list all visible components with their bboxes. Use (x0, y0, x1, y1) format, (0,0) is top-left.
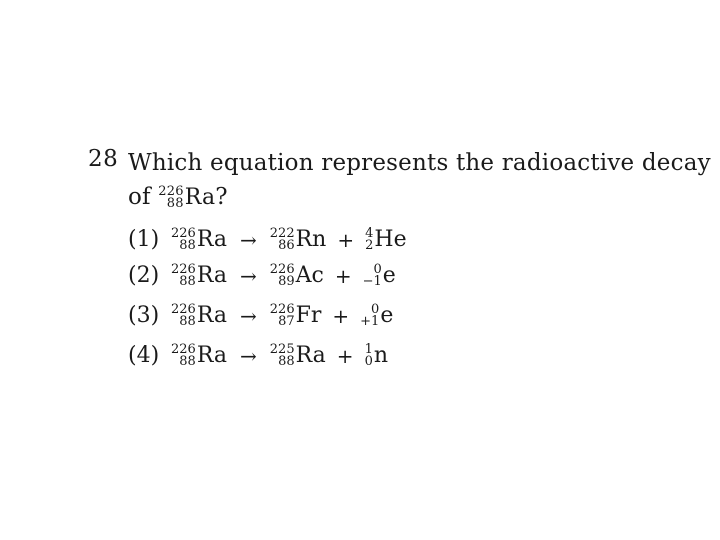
atomic-number: +1 (360, 314, 380, 329)
reactant-nuclide (171, 264, 227, 288)
reaction-arrow: → (240, 264, 257, 288)
plus-sign: + (334, 264, 352, 288)
mass-number: 226 (171, 262, 196, 277)
atomic-number: −1 (362, 274, 382, 289)
option-label: (2) (128, 263, 160, 288)
atomic-number: 88 (179, 238, 196, 253)
stem-mass-number: 226 (158, 184, 184, 199)
mass-number: 226 (269, 302, 295, 317)
particle-symbol: He (374, 227, 407, 252)
reaction-arrow: → (240, 344, 257, 368)
product-nuclide (270, 344, 326, 368)
atomic-number: 0 (364, 354, 373, 369)
product-nuclide (270, 264, 324, 288)
reaction-arrow: → (240, 228, 257, 252)
answer-option-1[interactable] (128, 222, 407, 258)
stem-element-symbol: Ra (184, 185, 216, 210)
atomic-number: 88 (278, 354, 295, 369)
question-number: 28 (88, 146, 119, 172)
plus-sign: + (336, 344, 354, 368)
product-nuclide (270, 228, 327, 252)
atomic-number: 88 (179, 314, 196, 329)
answer-option-2[interactable] (128, 258, 396, 294)
stem-line-2 (128, 180, 711, 214)
answer-option-4[interactable] (128, 338, 388, 374)
mass-number: 4 (365, 226, 374, 241)
particle-symbol: n (373, 343, 389, 368)
answer-option-3[interactable] (128, 298, 393, 334)
element-symbol: Ra (295, 343, 326, 368)
reaction-arrow: → (240, 304, 257, 328)
emitted-particle (363, 264, 396, 288)
option-label: (3) (128, 303, 160, 328)
mass-number: 226 (171, 342, 196, 357)
stem-question-mark: ? (215, 184, 228, 210)
atomic-number: 88 (179, 274, 196, 289)
particle-symbol: e (380, 303, 394, 328)
element-symbol: Ra (196, 343, 228, 368)
atomic-number: 86 (278, 238, 295, 253)
atomic-number: 87 (278, 314, 295, 329)
mass-number: 1 (364, 342, 373, 357)
reactant-nuclide (171, 304, 227, 328)
element-symbol: Ra (196, 263, 228, 288)
atomic-number: 88 (179, 354, 196, 369)
question-stem (128, 146, 711, 214)
emitted-particle (365, 228, 407, 252)
atomic-number: 89 (278, 274, 295, 289)
reactant-nuclide (171, 228, 227, 252)
stem-nuclide (158, 186, 215, 210)
option-label: (1) (128, 227, 160, 252)
stem-line-1: Which equation represents the radioactive decay (128, 150, 711, 176)
mass-number: 222 (269, 226, 295, 241)
element-symbol: Rn (295, 227, 327, 252)
mass-number: 226 (171, 302, 196, 317)
particle-symbol: e (382, 263, 396, 288)
emitted-particle (365, 344, 388, 368)
mass-number: 225 (269, 342, 295, 357)
emitted-particle (360, 304, 393, 328)
plus-sign: + (332, 304, 350, 328)
option-label: (4) (128, 343, 160, 368)
mass-number: 0 (371, 302, 380, 317)
element-symbol: Ac (295, 263, 324, 288)
element-symbol: Fr (295, 303, 322, 328)
atomic-number: 2 (365, 238, 374, 253)
plus-sign: + (337, 228, 355, 252)
mass-number: 226 (171, 226, 196, 241)
reactant-nuclide (171, 344, 227, 368)
element-symbol: Ra (196, 303, 228, 328)
product-nuclide (270, 304, 322, 328)
element-symbol: Ra (196, 227, 228, 252)
stem-atomic-number: 88 (166, 196, 184, 211)
mass-number: 226 (269, 262, 295, 277)
mass-number: 0 (373, 262, 382, 277)
stem-of-text: of (128, 184, 151, 210)
